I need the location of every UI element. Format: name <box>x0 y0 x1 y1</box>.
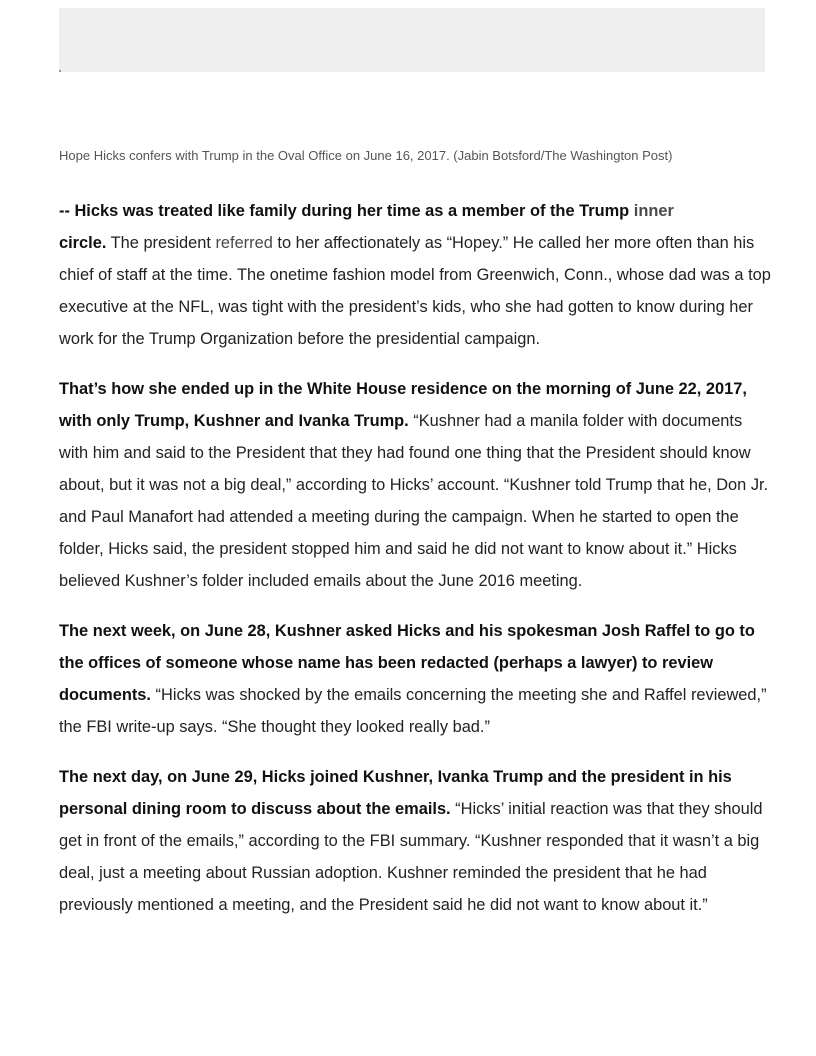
inner-circle-link[interactable]: inner <box>633 202 674 220</box>
paragraph-2 <box>59 373 771 597</box>
paragraph-3-body: “Hicks was shocked by the emails concerning the meeting she and Raffel reviewed,” the FBI write-up says. “She thought they looked really bad.” <box>59 686 767 736</box>
paragraph-3 <box>59 615 771 743</box>
paragraph-1 <box>59 195 771 355</box>
paragraph-1-body: to her affectionately as “Hopey.” He called her more often than his chief of staff at the time. The onetime fashion model from Greenwich, Conn., whose dad was a top executive at the NFL, was tight with the president’s kids, who she had gotten to know during her work for the Trump Organization before the presidential campaign. <box>59 234 771 348</box>
article-photo <box>59 8 765 72</box>
paragraph-4-lead: The next day, on June 29, Hicks joined Kushner, Ivanka Trump and the president in his personal dining room to discuss about the emails. <box>59 768 732 818</box>
paragraph-2-body: “Kushner had a manila folder with documents with him and said to the President that they had found one thing that the President should know about, but it was not a big deal,” according to Hicks’ account. “Kushner told Trump that he, Don Jr. and Paul Manafort had attended a meeting during the campaign. When he started to open the folder, Hicks said, the president stopped him and said he did not want to know about it.” Hicks believed Kushner’s folder included emails about the June 2016 meeting. <box>59 412 769 590</box>
paragraph-4 <box>59 761 771 921</box>
paragraph-4-body: “Hicks’ initial reaction was that they should get in front of the emails,” according to the FBI summary. “Kushner responded that it wasn’t a big deal, just a meeting about Russian adoption. Kushner reminded the president that he had previously mentioned a meeting, and the President said he did not want to know about it.” <box>59 800 763 914</box>
referred-link[interactable]: referred <box>215 234 273 252</box>
photo-caption: Hope Hicks confers with Trump in the Oval Office on June 16, 2017. (Jabin Botsford/The Washington Post) <box>59 148 673 163</box>
paragraph-1-lead: -- Hicks was treated like family during her time as a member of the Trump <box>59 202 634 220</box>
paragraph-1-lead-end: circle. <box>59 234 107 252</box>
photo-edge-mark <box>59 70 61 72</box>
paragraph-1-text: The president <box>106 234 216 252</box>
article-body <box>59 195 771 939</box>
paragraph-2-lead: That’s how she ended up in the White House residence on the morning of June 22, 2017, with only Trump, Kushner and Ivanka Trump. <box>59 380 747 430</box>
paragraph-3-lead: The next week, on June 28, Kushner asked Hicks and his spokesman Josh Raffel to go to the offices of someone whose name has been redacted (perhaps a lawyer) to review documents. <box>59 622 755 704</box>
